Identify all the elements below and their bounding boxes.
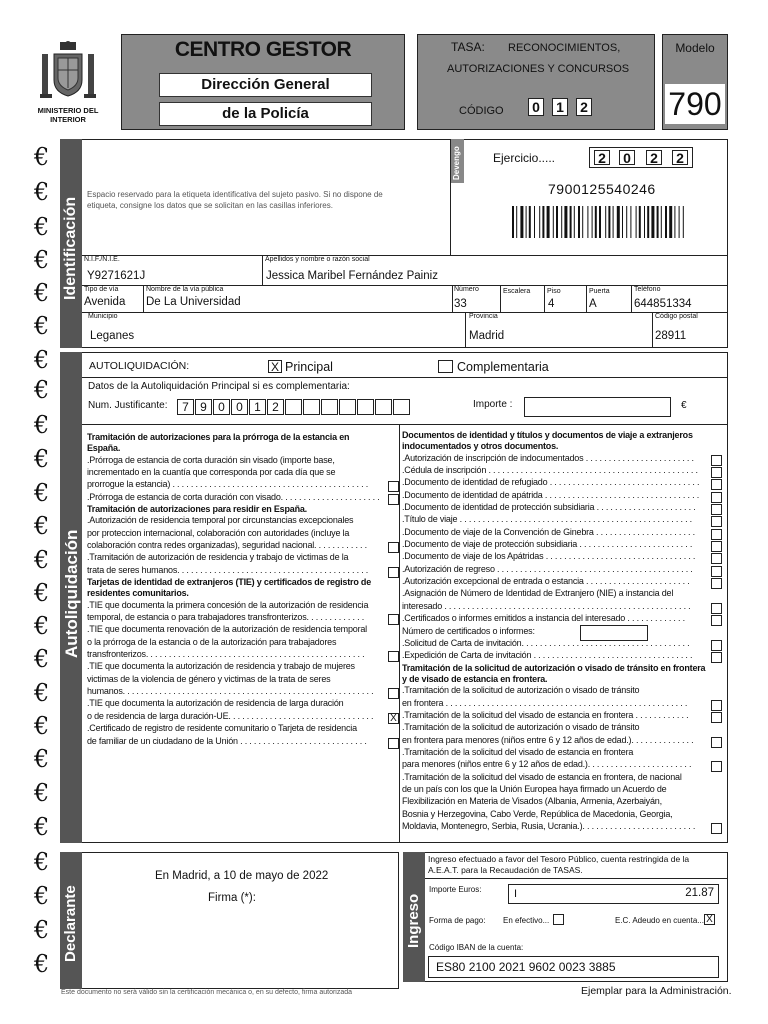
telefono-value: 644851334 [634, 298, 692, 310]
firma-label: Firma (*): [208, 892, 256, 904]
espacio-text: Espacio reservado para la etiqueta identificativa del sujeto pasivo. Si no dispone de etiqueta, consigne los datos que se solicitan en las casillas inferiores. [87, 190, 383, 210]
ejercicio-digit: 2 [594, 150, 610, 165]
codigo-digit: 0 [528, 98, 544, 116]
nombre-value: Jessica Maribel Fernández Painiz [266, 270, 438, 282]
importe-euros-value: 21.87 [685, 887, 714, 899]
item-checkbox[interactable] [711, 467, 722, 478]
list-item: en frontera para menores (niños entre 6 y 12 años de edad.). . . . . . . . . . . . . . [402, 734, 694, 745]
list-item: .Autorización excepcional de entrada o estancia . . . . . . . . . . . . . . . . . . . . . . . [402, 576, 690, 587]
justificante-cell[interactable] [357, 399, 374, 415]
section-heading: Tramitación de la solicitud de autorización o visado de tránsito en frontera [402, 662, 706, 673]
justificante-cell[interactable] [321, 399, 338, 415]
list-item: .Tramitación de la solicitud del visado de estancia en frontera [402, 746, 634, 757]
item-checkbox[interactable] [388, 481, 399, 492]
cp-value: 28911 [655, 330, 687, 342]
list-item: .Documento de identidad de protección subsidiaria . . . . . . . . . . . . . . . . . . . . . . [402, 502, 696, 512]
list-item: en frontera . . . . . . . . . . . . . . . . . . . . . . . . . . . . . . . . . . . . . . . . . . . . . . . . . . . . . [402, 697, 688, 708]
euro-mark: € [34, 213, 50, 241]
list-item: .Autorización de inscripción de indocumentados . . . . . . . . . . . . . . . . . . . . . . . . [402, 452, 694, 463]
complementaria-label: Complementaria [457, 360, 549, 374]
list-item: .Certificado de registro de residente comunitario o Tarjeta de residencia [87, 723, 357, 734]
list-item: .Tramitación de la solicitud del visado de estancia en frontera . . . . . . . . . . . . [402, 709, 689, 720]
efectivo-checkbox[interactable] [553, 914, 564, 925]
list-item: Bosnia y Herzegovina, Cabo Verde, República de Macedonia, Georgia, [402, 808, 673, 819]
item-checkbox[interactable] [711, 761, 722, 772]
datos-label: Datos de la Autoliquidación Principal si es complementaria: [88, 381, 350, 392]
item-checkbox[interactable] [711, 603, 722, 614]
list-item: .Prórroga de estancia de corta duración con visado. . . . . . . . . . . . . . . . . . . . . . [87, 491, 380, 502]
euro-mark: € [34, 376, 50, 404]
list-item: Moldavia, Montenegro, Serbia, Rusia, Ucrania.). . . . . . . . . . . . . . . . . . . . . . . . . [402, 821, 696, 831]
justificante-cell[interactable] [339, 399, 356, 415]
ejercicio-digit: 0 [619, 150, 635, 165]
ministry-logo [38, 40, 98, 106]
numero-value: 33 [454, 298, 467, 310]
list-item: incrementado en la cuantía que corresponda por cada día que se [87, 466, 336, 477]
via-label: Nombre de la vía pública [146, 286, 224, 293]
modelo-number: 790 [665, 84, 725, 124]
barcode [512, 206, 720, 238]
euro-mark: € [34, 745, 50, 773]
principal-label: Principal [285, 360, 333, 374]
list-item: .TIE que documenta la autorización de residencia y trabajo de mujeres [87, 661, 355, 672]
justificante-cell[interactable] [303, 399, 320, 415]
municipio-label: Municipio [88, 313, 118, 320]
list-item: trata de seres humanos. . . . . . . . . . . . . . . . . . . . . . . . . . . . . . . . . . . . . . . . . . [87, 564, 369, 575]
euro-mark: € [34, 279, 50, 307]
direccion-line-1: Dirección General [159, 73, 372, 97]
item-checkbox[interactable] [711, 700, 722, 711]
list-item: .Documento de viaje de la Convención de Ginebra . . . . . . . . . . . . . . . . . . . . . . [402, 526, 695, 537]
list-item: Número de certificados o informes: [402, 625, 535, 636]
euro-mark: € [34, 178, 50, 206]
centro-gestor-title: CENTRO GESTOR [174, 38, 352, 61]
list-item: .Prórroga de estancia de corta duración sin visado (importe base, [87, 454, 335, 465]
complementaria-checkbox[interactable] [438, 360, 453, 373]
item-checkbox[interactable] [711, 455, 722, 466]
piso-value: 4 [548, 298, 555, 310]
euro-mark: € [34, 546, 50, 574]
list-item: .Cédula de inscripción . . . . . . . . . . . . . . . . . . . . . . . . . . . . . . . . . . . . . . . . . . . . . . [402, 464, 698, 475]
list-item: temporal, de estancia o para trabajadores transfronterizos. . . . . . . . . . . . . [87, 612, 365, 622]
codigo-digit: 2 [576, 98, 592, 116]
section-heading: Tramitación de autorizaciones para la prórroga de la estancia en [87, 432, 350, 442]
euro-mark: € [34, 579, 50, 607]
euro-mark: € [34, 712, 50, 740]
ministry-name: MINISTERIO DEL INTERIOR [37, 106, 99, 124]
list-item: .Documento de identidad de apátrida . . . . . . . . . . . . . . . . . . . . . . . . . . . . . . . . . . [402, 489, 700, 500]
section-heading: residentes comunitarios. [87, 588, 189, 599]
fecha: En Madrid, a 10 de mayo de 2022 [155, 870, 329, 882]
principal-checkbox[interactable]: X [268, 360, 282, 373]
ec-checkbox[interactable]: X [704, 914, 715, 925]
list-item: .TIE que documenta la autorización de residencia de larga duración [87, 698, 344, 709]
section-heading: y de visado de estancia en frontera. [402, 673, 548, 684]
item-checkbox[interactable] [711, 737, 722, 748]
importe-prefix: I [514, 888, 518, 900]
item-checkbox[interactable] [388, 738, 399, 749]
list-item: por proteccion internacional, colaboración con autoridades (incluye la [87, 527, 350, 538]
puerta-label: Puerta [589, 288, 610, 295]
list-item: o de residencia de larga duración-UE. . . . . . . . . . . . . . . . . . . . . . . . . . . . . . . . [87, 710, 374, 721]
telefono-label: Teléfono [634, 286, 661, 293]
list-item: .Tramitación de la solicitud de autorización o visado de tránsito [402, 685, 640, 696]
ejemplar: Ejemplar para la Administración. [581, 985, 732, 997]
importe-euros-label: Importe Euros: [429, 885, 482, 894]
item-checkbox[interactable] [711, 640, 722, 651]
puerta-value: A [589, 298, 597, 310]
list-item: .Asignación de Número de Identidad de Extranjero (NIE) a instancia del [402, 588, 674, 599]
section-heading: Tarjetas de identidad de extranjeros (TIE) y certificados de registro de [87, 577, 372, 588]
euro-mark: € [34, 916, 50, 944]
section-heading: indocumentados y otros documentos. [402, 441, 559, 452]
justificante-cell[interactable] [393, 399, 410, 415]
cp-label: Código postal [655, 313, 698, 320]
nif-label: N.I.F./N.I.E. [84, 256, 120, 263]
footer-note: Este documento no será válido sin la certificación mecánica o, en su defecto, firma autorizada [61, 989, 353, 996]
provincia-value: Madrid [469, 330, 505, 342]
justificante-cell[interactable] [375, 399, 392, 415]
item-checkbox[interactable] [711, 479, 722, 490]
importe-label: Importe : [473, 399, 513, 410]
section-heading: España. [87, 443, 121, 454]
list-item: .Expedición de Carta de invitación . . . . . . . . . . . . . . . . . . . . . . . . . . . . . . . . . . . [402, 650, 693, 661]
via-value: De La Universidad [146, 296, 241, 308]
euro-mark: € [34, 813, 50, 841]
ejercicio-digit: 2 [672, 150, 688, 165]
justificante-cell[interactable]: 0 [213, 399, 230, 415]
euro-mark: € [34, 479, 50, 507]
euro-mark: € [34, 612, 50, 640]
euro-mark: € [34, 143, 50, 171]
list-item: victimas de la violencia de género y victimas de la trata de seres [87, 673, 331, 684]
list-item: humanos. . . . . . . . . . . . . . . . . . . . . . . . . . . . . . . . . . . . . . . . . . . . . . . . . . . . . . . [87, 686, 374, 697]
section-heading: Tramitación de autorizaciones para residir en España. [87, 504, 307, 514]
codigo-digit: 1 [552, 98, 568, 116]
nombre-label: Apellidos y nombre o razón social [265, 256, 370, 263]
ejercicio-digit: 2 [646, 150, 662, 165]
list-item: o la prórroga de la estancia o de la autorización para trabajadores [87, 636, 337, 647]
municipio-value: Leganes [90, 330, 135, 342]
tasa-label: TASA: [451, 40, 485, 54]
declarante-band-label: Declarante [62, 885, 79, 962]
autoliquidacion-title: AUTOLIQUIDACIÓN: [89, 360, 190, 372]
euro-mark: € [34, 512, 50, 540]
item-checkbox[interactable] [711, 492, 722, 503]
justificante-cell[interactable]: 0 [231, 399, 248, 415]
euro-mark: € [34, 445, 50, 473]
item-checkbox[interactable] [388, 567, 399, 578]
item-checkbox[interactable] [388, 494, 399, 505]
forma-pago-label: Forma de pago: [429, 916, 486, 925]
efectivo-label: En efectivo... [503, 916, 550, 925]
ejercicio-label: Ejercicio..... [493, 151, 556, 165]
list-item: .Autorización de residencia temporal por circunstancias excepcionales [87, 515, 354, 526]
provincia-label: Provincia [469, 313, 498, 320]
list-item: Flexibilización en Materia de Visados (Albania, Armenia, Azerbaiyán, [402, 796, 662, 807]
item-checkbox[interactable] [711, 652, 722, 663]
justificante-cell[interactable]: 1 [249, 399, 266, 415]
justificante-cell[interactable]: 9 [195, 399, 212, 415]
item-checkbox[interactable]: X [388, 713, 399, 724]
list-item: .Título de viaje . . . . . . . . . . . . . . . . . . . . . . . . . . . . . . . . . . . . . . . . . . . . . . . . . . . [402, 514, 692, 525]
euro-mark: € [34, 848, 50, 876]
direccion-line-2: de la Policía [159, 102, 372, 126]
euro-mark: € [34, 411, 50, 439]
list-item: interesado . . . . . . . . . . . . . . . . . . . . . . . . . . . . . . . . . . . . . . . . . . . . . . . . . . . . . . [402, 600, 691, 611]
ec-label: E.C. Adeudo en cuenta... [615, 916, 704, 925]
identificacion-section [60, 139, 728, 348]
list-item: para menores (niños entre 6 y 12 años de edad.). . . . . . . . . . . . . . . . . . . . . . . [402, 759, 692, 770]
list-item: de familiar de un ciudadano de la Unión . . . . . . . . . . . . . . . . . . . . . . . . . . . . [87, 735, 367, 746]
tipo-via-value: Avenida [84, 296, 126, 308]
barcode-number: 7900125540246 [548, 181, 656, 197]
importe-input[interactable] [524, 397, 671, 417]
item-checkbox[interactable] [711, 615, 722, 626]
euro-mark: € [34, 246, 50, 274]
euro-mark: € [34, 950, 50, 978]
escalera-label: Escalera [503, 288, 531, 295]
ingreso-band-label: Ingreso [405, 893, 422, 948]
euro-mark: € [34, 645, 50, 673]
item-checkbox[interactable] [388, 688, 399, 699]
item-checkbox[interactable] [388, 542, 399, 553]
tasa-line-2: AUTORIZACIONES Y CONCURSOS [447, 63, 630, 75]
justificante-cell[interactable]: 7 [177, 399, 194, 415]
devengo-label: Devengo [452, 146, 461, 180]
list-item: .Documento de viaje de protección subsidiaria . . . . . . . . . . . . . . . . . . . . . . . . . [402, 539, 693, 550]
tipo-via-label: Tipo de vía [84, 286, 119, 293]
item-checkbox[interactable] [711, 529, 722, 540]
codigo-label: CÓDIGO [459, 105, 504, 117]
tasa-line-1: RECONOCIMIENTOS, [508, 42, 621, 54]
iban-field[interactable]: ES80 2100 2021 9602 0023 3885 [428, 956, 719, 978]
section-heading: Documentos de identidad y títulos y documentos de viaje a extranjeros [402, 430, 693, 440]
euro-mark: € [34, 679, 50, 707]
list-item: .TIE que documenta renovación de la autorización de residencia temporal [87, 624, 367, 635]
identificacion-band-label: Identificación [62, 196, 79, 300]
ingreso-text: Ingreso efectuado a favor del Tesoro Público, cuenta restringida de la A.E.A.T. para la Recaudación de TASAS. [428, 854, 690, 875]
euro-mark: € [34, 779, 50, 807]
item-checkbox[interactable] [388, 614, 399, 625]
list-item: .Tramitación de la solicitud de autorización o visado de tránsito [402, 722, 640, 733]
numero-label: Número [454, 286, 479, 293]
item-checkbox[interactable] [711, 578, 722, 589]
autoliquidacion-band-label: Autoliquidación [62, 529, 81, 658]
list-item: .Certificados o informes emitidos a instancia del interesado . . . . . . . . . . . . . [402, 613, 685, 624]
list-item: prorrogue la estancia) . . . . . . . . . . . . . . . . . . . . . . . . . . . . . . . . . . . . . . . . . . . [87, 479, 368, 490]
euro-mark: € [34, 346, 50, 374]
list-item: .Solicitud de Carta de invitación. . . . . . . . . . . . . . . . . . . . . . . . . . . . . . . . . . . . . [402, 637, 690, 648]
piso-label: Piso [547, 288, 561, 295]
list-item: .Documento de viaje de los Apátridas . . . . . . . . . . . . . . . . . . . . . . . . . . . . . . . . . [402, 551, 696, 562]
nif-value: Y9271621J [87, 270, 146, 282]
item-checkbox[interactable] [711, 541, 722, 552]
list-item: .Tramitación de autorización de residencia y trabajo de victimas de la [87, 552, 349, 563]
list-item: .Documento de identidad de refugiado . . . . . . . . . . . . . . . . . . . . . . . . . . . . . . . . . [402, 477, 700, 488]
num-justificante-label: Num. Justificante: [88, 400, 168, 411]
modelo-label: Modelo [675, 41, 715, 55]
list-item: .Tramitación de la solicitud del visado de estancia en frontera, de nacional [402, 771, 682, 782]
justificante-cell[interactable]: 2 [267, 399, 284, 415]
importe-euro: € [681, 400, 687, 411]
item-checkbox[interactable] [711, 823, 722, 834]
item-checkbox[interactable] [711, 516, 722, 527]
item-checkbox[interactable] [388, 651, 399, 662]
item-checkbox[interactable] [711, 566, 722, 577]
list-item: colaboración contra redes organizadas), seguridad nacional. . . . . . . . . . . . [87, 540, 367, 550]
iban-label: Código IBAN de la cuenta: [429, 943, 524, 952]
list-item: .Autorización de regreso . . . . . . . . . . . . . . . . . . . . . . . . . . . . . . . . . . . . . . . . . . . [402, 563, 693, 574]
item-checkbox[interactable] [711, 712, 722, 723]
item-checkbox[interactable] [711, 553, 722, 564]
list-item: .TIE que documenta la primera concesión de la autorización de residencia [87, 599, 369, 610]
item-checkbox[interactable] [711, 504, 722, 515]
justificante-cell[interactable] [285, 399, 302, 415]
list-item: de un país con los que la Unión Europea haya firmado un Acuerdo de [402, 783, 667, 794]
euro-mark: € [34, 312, 50, 340]
list-item: transfronterizos. . . . . . . . . . . . . . . . . . . . . . . . . . . . . . . . . . . . . . . . . . . . . . . . [87, 649, 365, 660]
euro-mark: € [34, 882, 50, 910]
